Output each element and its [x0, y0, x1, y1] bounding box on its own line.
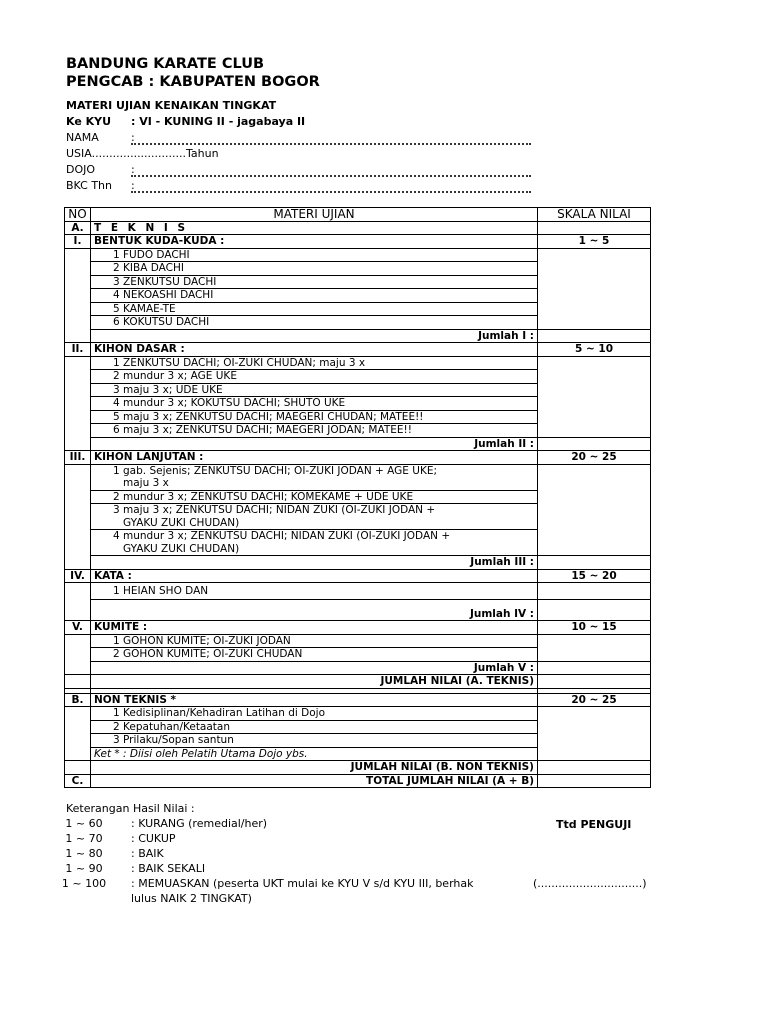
section-1-jumlah-row — [65, 329, 651, 343]
legend-desc: : BAIK — [131, 847, 164, 860]
total-b-label: JUMLAH NILAI (B. NON TEKNIS) — [91, 761, 538, 775]
section-2-item: 4 mundur 3 x; KOKUTSU DACHI; SHUTO UKE — [91, 397, 538, 411]
legend-desc: : MEMUASKAN (peserta UKT mulai ke KYU V s/d KYU III, berhak — [131, 877, 474, 890]
branch-name: PENGCAB : KABUPATEN BOGOR — [66, 74, 320, 90]
section-4-range: 15 ~ 20 — [538, 569, 651, 583]
nama-field-line[interactable] — [131, 143, 531, 145]
table-header-row — [65, 208, 651, 222]
section-3-title: KIHON LANJUTAN : — [91, 451, 538, 465]
section-a-label: T E K N I S — [91, 221, 538, 235]
section-b-title: NON TEKNIS * — [91, 693, 538, 707]
section-5-score-area[interactable] — [538, 634, 651, 661]
section-c-row — [65, 774, 651, 788]
section-2-item: 1 ZENKUTSU DACHI; OI-ZUKI CHUDAN; maju 3 x — [91, 356, 538, 370]
section-5-item: 1 GOHON KUMITE; OI-ZUKI JODAN — [91, 634, 538, 648]
list-item — [65, 707, 651, 721]
header-no: NO — [65, 208, 91, 222]
section-2-no: II. — [65, 343, 91, 357]
section-2-jumlah-row — [65, 437, 651, 451]
section-b-item: 3 Prilaku/Sopan santun — [91, 734, 538, 748]
section-4-no: IV. — [65, 569, 91, 583]
section-3-item: 2 mundur 3 x; ZENKUTSU DACHI; KOMEKAME + UDE UKE — [91, 490, 538, 504]
section-2-range: 5 ~ 10 — [538, 343, 651, 357]
section-4-score-area[interactable] — [538, 583, 651, 600]
section-5-title-row — [65, 621, 651, 635]
exam-title: MATERI UJIAN KENAIKAN TINGKAT — [66, 99, 277, 112]
section-a-row — [65, 221, 651, 235]
bkc-label: BKC Thn — [66, 179, 112, 192]
section-b-note: Ket * : Diisi oleh Pelatih Utama Dojo ybs. — [91, 747, 538, 761]
section-1-item: 1 FUDO DACHI — [91, 248, 538, 262]
section-4-title: KATA : — [91, 569, 538, 583]
list-item — [65, 464, 651, 477]
legend-range: 1 ~ 80 — [65, 847, 103, 860]
bkc-field-line[interactable] — [131, 191, 531, 193]
legend-desc: : CUKUP — [131, 832, 176, 845]
section-b-score-area[interactable] — [538, 707, 651, 761]
exam-table — [64, 207, 651, 788]
list-item — [65, 356, 651, 370]
signature-line[interactable]: (..............................) — [533, 877, 647, 890]
total-a-label: JUMLAH NILAI (A. TEKNIS) — [91, 675, 538, 689]
section-5-title: KUMITE : — [91, 621, 538, 635]
section-1-jumlah-value[interactable] — [538, 329, 651, 343]
section-3-title-row — [65, 451, 651, 465]
section-2-title: KIHON DASAR : — [91, 343, 538, 357]
nama-colon: : — [131, 131, 135, 144]
section-2-jumlah-value[interactable] — [538, 437, 651, 451]
section-5-jumlah-row — [65, 661, 651, 675]
section-2-item: 3 maju 3 x; UDE UKE — [91, 383, 538, 397]
list-item — [65, 248, 651, 262]
section-a-score[interactable] — [538, 221, 651, 235]
section-2-item: 6 maju 3 x; ZENKUTSU DACHI; MAEGERI JODAN; MATEE!! — [91, 424, 538, 438]
section-2-item: 5 maju 3 x; ZENKUTSU DACHI; MAEGERI CHUDAN; MATEE!! — [91, 410, 538, 424]
legend-title: Keterangan Hasil Nilai : — [66, 802, 195, 815]
section-3-item-cont: GYAKU ZUKI CHUDAN) — [91, 517, 538, 530]
section-1-item: 4 NEKOASHI DACHI — [91, 289, 538, 303]
section-3-jumlah-value[interactable] — [538, 556, 651, 570]
legend-desc: : KURANG (remedial/her) — [131, 817, 268, 830]
header-materi: MATERI UJIAN — [91, 208, 538, 222]
section-3-item-cont: GYAKU ZUKI CHUDAN) — [91, 543, 538, 556]
section-1-item: 6 KOKUTSU DACHI — [91, 316, 538, 330]
section-3-no: III. — [65, 451, 91, 465]
section-b-item: 2 Kepatuhan/Ketaatan — [91, 720, 538, 734]
kyu-label: Ke KYU — [66, 115, 112, 128]
total-a-value[interactable] — [538, 675, 651, 689]
legend-range: 1 ~ 90 — [65, 862, 103, 875]
nama-label: NAMA — [66, 131, 99, 144]
dojo-colon: : — [131, 163, 135, 176]
section-1-range: 1 ~ 5 — [538, 235, 651, 249]
section-b-title-row — [65, 693, 651, 707]
list-item — [65, 634, 651, 648]
section-4-title-row — [65, 569, 651, 583]
section-3-jumlah-row — [65, 556, 651, 570]
section-b-range: 20 ~ 25 — [538, 693, 651, 707]
legend-range: 1 ~ 60 — [65, 817, 103, 830]
legend-desc: : BAIK SEKALI — [131, 862, 206, 875]
kyu-value: : VI - KUNING II - jagabaya II — [131, 115, 306, 128]
section-3-jumlah: Jumlah III : — [91, 556, 538, 570]
section-1-score-area[interactable] — [538, 248, 651, 329]
signature-title: Ttd PENGUJI — [556, 818, 632, 831]
section-2-title-row — [65, 343, 651, 357]
section-4-jumlah: Jumlah IV : — [91, 600, 538, 621]
bkc-colon: : — [131, 179, 135, 192]
total-b-row — [65, 761, 651, 775]
section-c-value[interactable] — [538, 774, 651, 788]
section-5-no: V. — [65, 621, 91, 635]
section-b-item: 1 Kedisiplinan/Kehadiran Latihan di Dojo — [91, 707, 538, 721]
section-1-title-row — [65, 235, 651, 249]
section-2-jumlah: Jumlah II : — [91, 437, 538, 451]
section-c-no: C. — [65, 774, 91, 788]
section-1-item: 3 ZENKUTSU DACHI — [91, 275, 538, 289]
legend-range: 1 ~ 70 — [65, 832, 103, 845]
section-4-jumlah-value[interactable] — [538, 600, 651, 621]
dojo-label: DOJO — [66, 163, 96, 176]
section-a-no: A. — [65, 221, 91, 235]
list-item — [65, 583, 651, 600]
section-1-title: BENTUK KUDA-KUDA : — [91, 235, 538, 249]
section-2-item: 2 mundur 3 x; AGE UKE — [91, 370, 538, 384]
section-1-item: 5 KAMAE-TE — [91, 302, 538, 316]
club-name: BANDUNG KARATE CLUB — [66, 56, 265, 72]
header-skala: SKALA NILAI — [538, 208, 651, 222]
section-1-item: 2 KIBA DACHI — [91, 262, 538, 276]
section-5-range: 10 ~ 15 — [538, 621, 651, 635]
section-b-no: B. — [65, 693, 91, 707]
section-3-item: 1 gab. Sejenis; ZENKUTSU DACHI; OI-ZUKI JODAN + AGE UKE; — [91, 464, 538, 477]
section-1-jumlah: Jumlah I : — [91, 329, 538, 343]
total-a-row — [65, 675, 651, 689]
section-5-jumlah: Jumlah V : — [91, 661, 538, 675]
section-3-item: 4 mundur 3 x; ZENKUTSU DACHI; NIDAN ZUKI (OI-ZUKI JODAN + — [91, 530, 538, 543]
section-3-range: 20 ~ 25 — [538, 451, 651, 465]
legend-desc-cont: lulus NAIK 2 TINGKAT) — [131, 892, 252, 905]
dojo-field-line[interactable] — [131, 175, 531, 177]
section-3-score-area[interactable] — [538, 464, 651, 556]
section-5-jumlah-value[interactable] — [538, 661, 651, 675]
usia-text: USIA...........................Tahun — [66, 147, 219, 160]
section-2-score-area[interactable] — [538, 356, 651, 437]
section-4-item: 1 HEIAN SHO DAN — [91, 583, 538, 600]
section-1-no: I. — [65, 235, 91, 249]
section-5-item: 2 GOHON KUMITE; OI-ZUKI CHUDAN — [91, 648, 538, 662]
total-b-value[interactable] — [538, 761, 651, 775]
section-c-label: TOTAL JUMLAH NILAI (A + B) — [91, 774, 538, 788]
section-4-jumlah-row — [65, 600, 651, 621]
legend-range: 1 ~ 100 — [61, 877, 107, 890]
section-3-item-cont: maju 3 x — [91, 477, 538, 490]
section-3-item: 3 maju 3 x; ZENKUTSU DACHI; NIDAN ZUKI (OI-ZUKI JODAN + — [91, 504, 538, 517]
